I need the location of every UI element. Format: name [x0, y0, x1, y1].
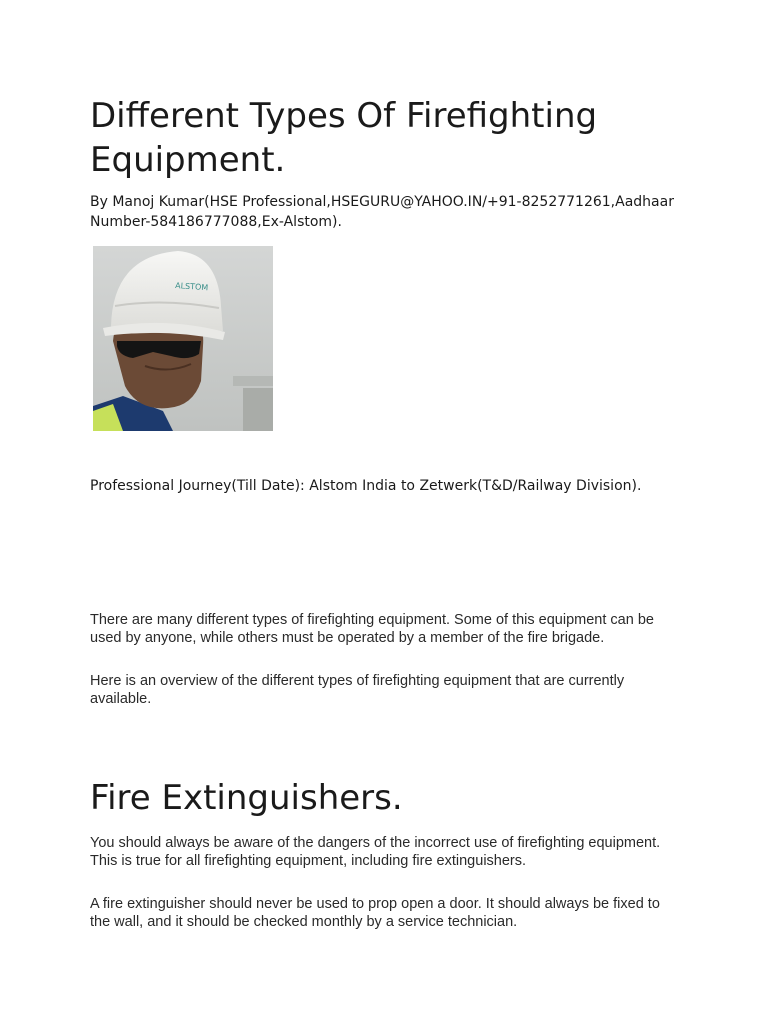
author-byline: By Manoj Kumar(HSE Professional,HSEGURU@YAHOO.IN/+91-8252771261,Aadhaar Number-584186777088,Ex-Alstom). [90, 194, 674, 230]
section-heading-fire-extinguishers: Fire Extinguishers. [90, 778, 403, 818]
page-title: Different Types Of Firefighting Equipment. [90, 96, 598, 180]
section-paragraph-1: You should always be aware of the dangers of the incorrect use of firefighting equipment. This is true for all firefighting equipment, including fire extinguishers. [90, 835, 661, 869]
author-photo-illustration [93, 246, 273, 431]
helmet-logo: ALSTOM [174, 281, 209, 293]
intro-paragraph-2: Here is an overview of the different types of firefighting equipment that are currently available. [90, 673, 625, 707]
author-photo [93, 246, 273, 431]
professional-journey: Professional Journey(Till Date): Alstom India to Zetwerk(T&D/Railway Division). [90, 478, 642, 494]
intro-paragraph-1: There are many different types of firefighting equipment. Some of this equipment can be used by anyone, while others must be operated by a member of the fire brigade. [90, 612, 654, 646]
section-paragraph-2: A fire extinguisher should never be used to prop open a door. It should always be fixed to the wall, and it should be checked monthly by a service technician. [90, 896, 660, 930]
